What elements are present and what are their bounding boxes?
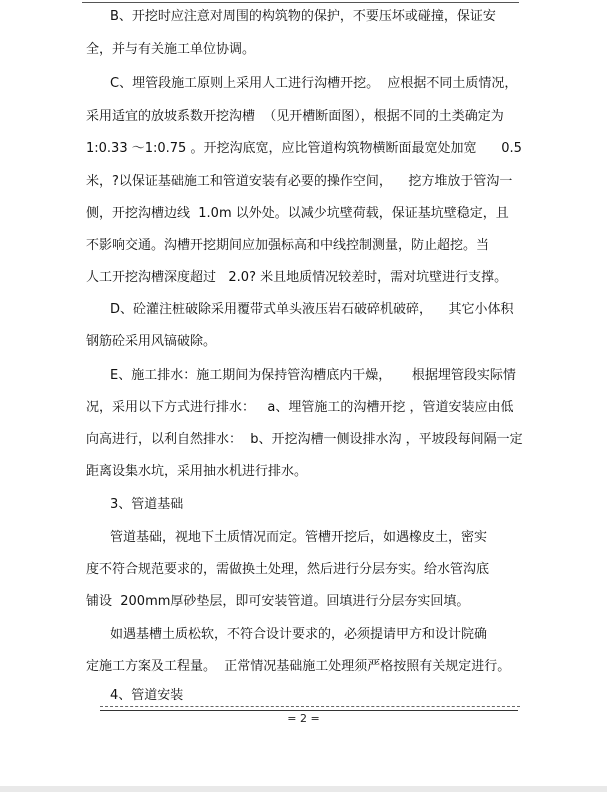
text-line: 定施工方案及工程量。 正常情况基础施工处理须严格按照有关规定进行。: [86, 659, 511, 674]
text-line: 采用适宜的放坡系数开挖沟槽 （见开槽断面图），根据不同的土类确定为: [86, 109, 504, 124]
text-line: 米，?以保证基础施工和管道安装有必要的操作空间， 挖方堆放于管沟一: [86, 174, 513, 189]
text-line: 人工开挖沟槽深度超过 2.0? 米且地质情况较差时，需对坑壁进行支撑。: [86, 270, 508, 285]
text-line: 1:0.33 ～1:0.75 。开挖沟底宽，应比管道构筑物横断面最宽处加宽 0.5: [86, 141, 522, 156]
page-bottom-edge: [0, 786, 607, 792]
text-line: 全，并与有关施工单位协调。: [86, 42, 256, 57]
text-line: 不影响交通。沟槽开挖期间应加强标高和中线控制测量，防止超挖。当: [86, 238, 490, 253]
text-line: C、埋管段施工原则上采用人工进行沟槽开挖。 应根据不同土质情况，: [110, 76, 518, 91]
text-line: 侧，开挖沟槽边线 1.0m 以外处。以减少坑壁荷载，保证基坑壁稳定，且: [86, 206, 509, 221]
page-number: = 2 =: [287, 712, 320, 725]
section-heading: 4、管道安装: [110, 688, 184, 703]
text-line: D、砼灌注桩破除采用覆带式单头液压岩石破碎机破碎， 其它小体积: [110, 302, 514, 317]
text-line: 钢筋砼采用风镐破除。: [86, 334, 217, 349]
text-line: 度不符合规范要求的，需做换土处理，然后进行分层夯实。给水管沟底: [86, 562, 490, 577]
text-line: 向高进行，以利自然排水： b、开挖沟槽一侧设排水沟 ，平坡段每间隔一定: [86, 432, 523, 447]
section-heading: 3、管道基础: [110, 497, 184, 512]
text-line: 铺设 200mm厚砂垫层，即可安装管道。回填进行分层夯实回填。: [86, 594, 470, 609]
text-line: 况，采用以下方式进行排水： a、埋管施工的沟槽开挖 ，管道安装应由低: [86, 400, 514, 415]
footer-rule: [100, 710, 518, 711]
text-line: B、开挖时应注意对周围的构筑物的保护，不要压坏或碰撞，保证安: [110, 9, 496, 24]
text-line: 管道基础，视地下土质情况而定。管槽开挖后，如遇橡皮土，密实: [110, 530, 488, 545]
footer-dashed-rule: [100, 706, 520, 707]
text-line: 距离设集水坑，采用抽水机进行排水。: [86, 464, 308, 479]
text-line: E、施工排水：施工期间为保持管沟槽底内干燥， 根据埋管段实际情: [110, 368, 516, 383]
text-line: 如遇基槽土质松软，不符合设计要求的，必须提请甲方和设计院确: [110, 627, 488, 642]
